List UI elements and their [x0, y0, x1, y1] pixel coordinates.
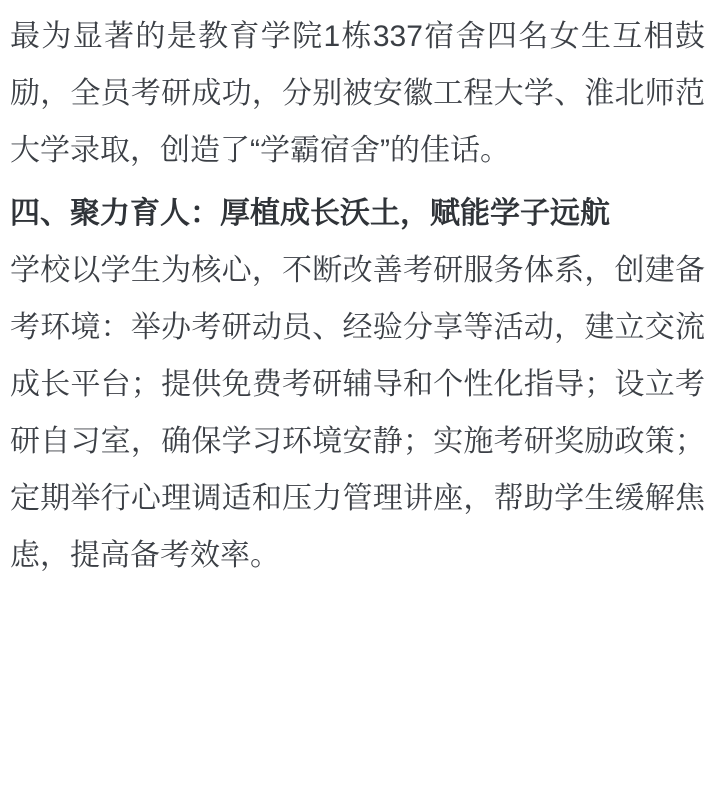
- section-heading-label: 四、聚力育人：: [10, 197, 220, 230]
- paragraph-student-services: 学校以学生为核心，不断改善考研服务体系，创建备考环境：举办考研动员、经验分享等活动，建立交流成长平台；提供免费考研辅导和个性化指导；设立考研自习室，确保学习环境安静；实施考研奖励政策；定期举行心理调适和压力管理讲座，帮助学生缓解焦虑，提高备考效率。: [10, 254, 705, 572]
- section-heading: [10, 179, 705, 242]
- section-heading-text: 厚植成长沃土，赋能学子远航: [220, 197, 610, 230]
- paragraph-dorm-story: 最为显著的是教育学院1栋337宿舍四名女生互相鼓励，全员考研成功，分别被安徽工程大学、淮北师范大学录取，创造了“学霸宿舍”的佳话。: [10, 20, 705, 167]
